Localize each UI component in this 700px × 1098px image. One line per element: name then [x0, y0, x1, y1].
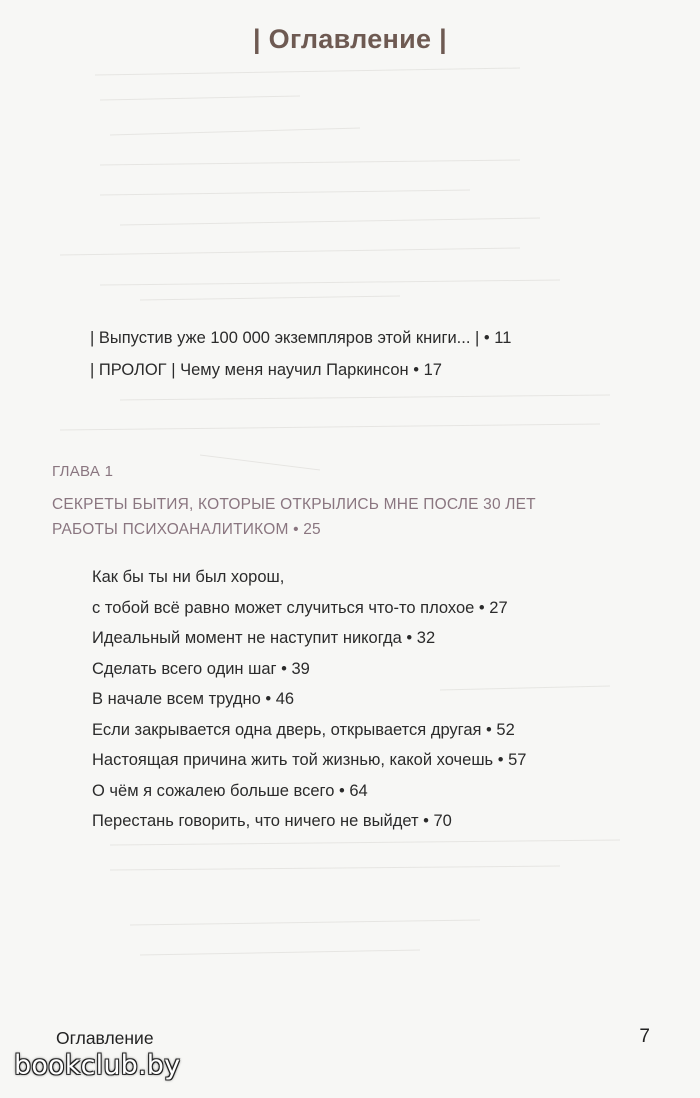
- toc-entry-line: Как бы ты ни был хорош,: [92, 568, 285, 586]
- toc-entry-line: О чём я сожалею больше всего • 64: [92, 781, 368, 800]
- toc-entry[interactable]: [92, 654, 526, 685]
- chapter-title[interactable]: [52, 492, 612, 542]
- toc-entry-line: Перестань говорить, что ничего не выйдет • 70: [92, 812, 452, 830]
- toc-entry[interactable]: [92, 684, 526, 715]
- toc-entry-line: Если закрывается одна дверь, открывается другая • 52: [92, 720, 515, 739]
- front-matter-list: [90, 322, 511, 386]
- toc-entry-prologue[interactable]: | ПРОЛОГ | Чему меня научил Паркинсон • 17: [90, 361, 442, 379]
- toc-entry-preface[interactable]: | Выпустив уже 100 000 экземпляров этой книги... | • 11: [90, 329, 512, 347]
- toc-entry-line: Сделать всего один шаг • 39: [92, 659, 310, 678]
- toc-entry[interactable]: [92, 623, 526, 654]
- page-title: | Оглавление |: [252, 24, 448, 54]
- chapter-label: ГЛАВА 1: [52, 463, 114, 480]
- page-number: 7: [639, 1026, 650, 1047]
- toc-entry[interactable]: [92, 562, 526, 623]
- toc-entry-line: В начале всем трудно • 46: [92, 690, 295, 708]
- toc-entry-line: с тобой всё равно может случиться что-то плохое • 27: [92, 598, 508, 617]
- toc-entry[interactable]: [92, 776, 526, 807]
- chapter-title-line: РАБОТЫ ПСИХОАНАЛИТИКОМ • 25: [52, 521, 321, 538]
- toc-entry[interactable]: [92, 745, 526, 776]
- running-footer-title: Оглавление: [56, 1028, 154, 1048]
- chapter-entries-list: [92, 562, 526, 837]
- chapter-title-line: СЕКРЕТЫ БЫТИЯ, КОТОРЫЕ ОТКРЫЛИСЬ МНЕ ПОСЛЕ 30 ЛЕТ: [52, 496, 536, 513]
- toc-entry-line: Идеальный момент не наступит никогда • 32: [92, 629, 436, 647]
- watermark: bookclub.by: [14, 1050, 181, 1081]
- toc-entry[interactable]: [92, 715, 526, 746]
- toc-entry[interactable]: [92, 806, 526, 837]
- toc-entry-line: Настоящая причина жить той жизнью, какой хочешь • 57: [92, 751, 527, 769]
